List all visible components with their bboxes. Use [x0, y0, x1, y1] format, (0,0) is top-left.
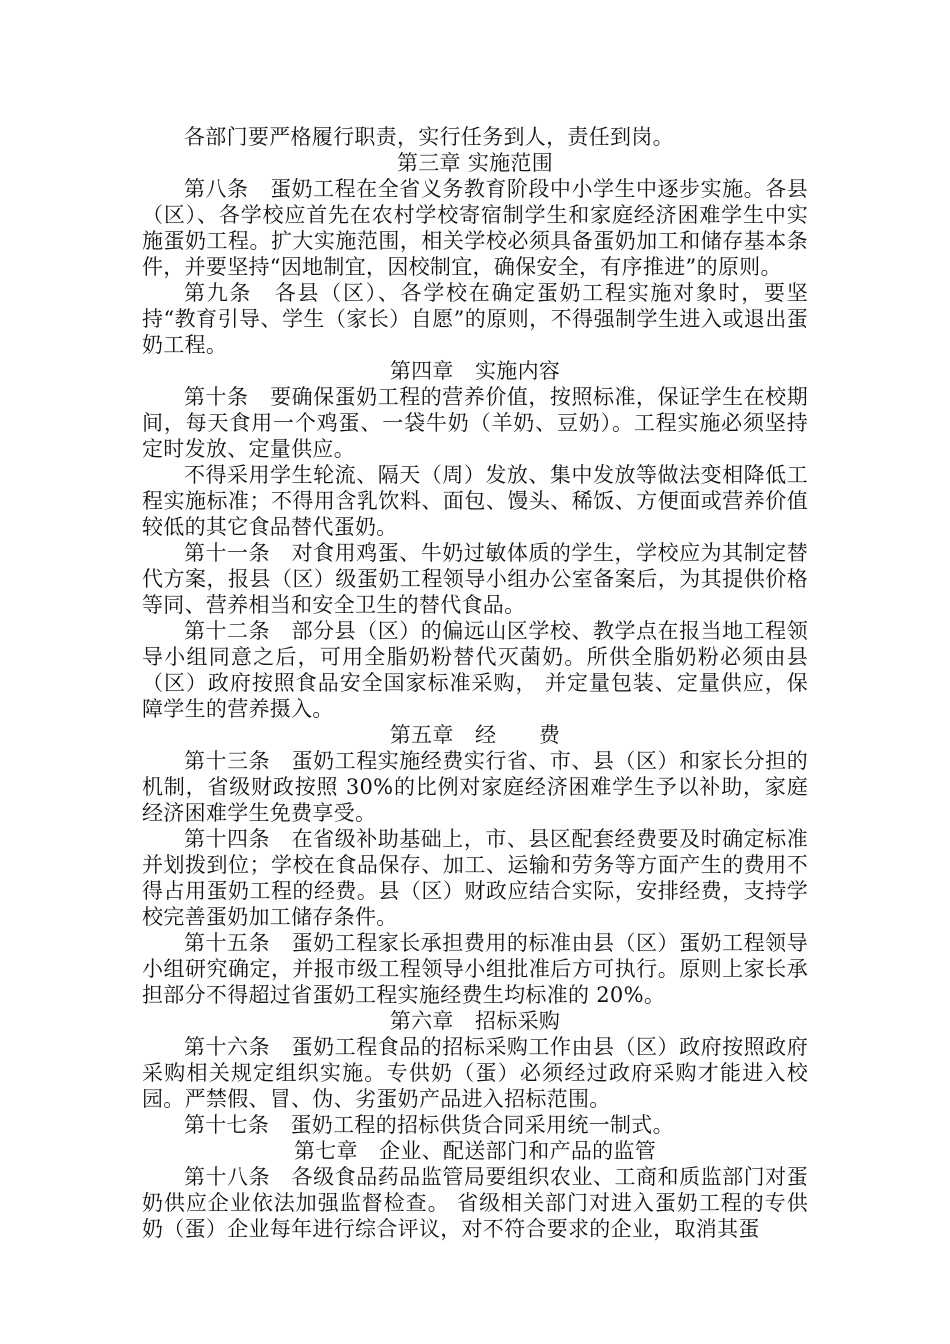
chapter-5-heading: 第五章 经 费: [389, 723, 561, 747]
article-10: 第十条 要确保蛋奶工程的营养价值，按照标准，保证学生在校期间，每天食用一个鸡蛋、一袋牛奶（羊奶、豆奶）。工程实施必须坚持定时发放、定量供应。: [142, 385, 808, 461]
chapter-4-heading: 第四章 实施内容: [389, 359, 561, 383]
article-14: 第十四条 在省级补助基础上，市、县区配套经费要及时确定标准并划拨到位；学校在食品保存、加工、运输和劳务等方面产生的费用不得占用蛋奶工程的经费。县（区）财政应结合实际，安排经费，支持学校完善蛋奶加工储存条件。: [142, 827, 808, 929]
chapter-6-heading: 第六章 招标采购: [389, 1009, 561, 1033]
chapter-7-heading: 第七章 企业、配送部门和产品的监管: [293, 1139, 657, 1163]
article-9: 第九条 各县（区）、各学校在确定蛋奶工程实施对象时，要坚持“教育引导、学生（家长）自愿”的原则，不得强制学生进入或退出蛋奶工程。: [142, 281, 808, 357]
document-page: [142, 124, 808, 1242]
article-16: 第十六条 蛋奶工程食品的招标采购工作由县（区）政府按照政府采购相关规定组织实施。专供奶（蛋）必须经过政府采购才能进入校园。严禁假、冒、伪、劣蛋奶产品进入招标范围。: [142, 1035, 808, 1111]
article-8: 第八条 蛋奶工程在全省义务教育阶段中小学生中逐步实施。各县（区）、各学校应首先在农村学校寄宿制学生和家庭经济困难学生中实施蛋奶工程。扩大实施范围，相关学校必须具备蛋奶加工和储存基本条件，并要坚持“因地制宜，因校制宜，确保安全，有序推进”的原则。: [142, 177, 808, 279]
chapter-3-heading: 第三章 实施范围: [396, 151, 554, 175]
article-15: 第十五条 蛋奶工程家长承担费用的标准由县（区）蛋奶工程领导小组研究确定，并报市级工程领导小组批准后方可执行。原则上家长承担部分不得超过省蛋奶工程实施经费生均标准的 20%。: [142, 931, 808, 1007]
article-13: 第十三条 蛋奶工程实施经费实行省、市、县（区）和家长分担的机制，省级财政按照 30%的比例对家庭经济困难学生予以补助，家庭经济困难学生免费享受。: [142, 749, 808, 825]
article-12: 第十二条 部分县（区）的偏远山区学校、教学点在报当地工程领导小组同意之后，可用全脂奶粉替代灭菌奶。所供全脂奶粉必须由县（区）政府按照食品安全国家标准采购， 并定量包装、定量供应，保障学生的营养摄入。: [142, 619, 808, 721]
article-10-continued: 不得采用学生轮流、隔天（周）发放、集中发放等做法变相降低工程实施标准；不得用含乳饮料、面包、馒头、稀饭、方便面或营养价值较低的其它食品替代蛋奶。: [142, 463, 808, 539]
article-11: 第十一条 对食用鸡蛋、牛奶过敏体质的学生，学校应为其制定替代方案，报县（区）级蛋奶工程领导小组办公室备案后，为其提供价格等同、营养相当和安全卫生的替代食品。: [142, 541, 808, 617]
article-18: 第十八条 各级食品药品监管局要组织农业、工商和质监部门对蛋奶供应企业依法加强监督检查。 省级相关部门对进入蛋奶工程的专供奶（蛋）企业每年进行综合评议，对不符合要求的企业，取消其蛋: [142, 1165, 808, 1241]
article-17: 第十七条 蛋奶工程的招标供货合同采用统一制式。: [184, 1113, 674, 1137]
paragraph-duty: 各部门要严格履行职责，实行任务到人，责任到岗。: [184, 125, 674, 149]
